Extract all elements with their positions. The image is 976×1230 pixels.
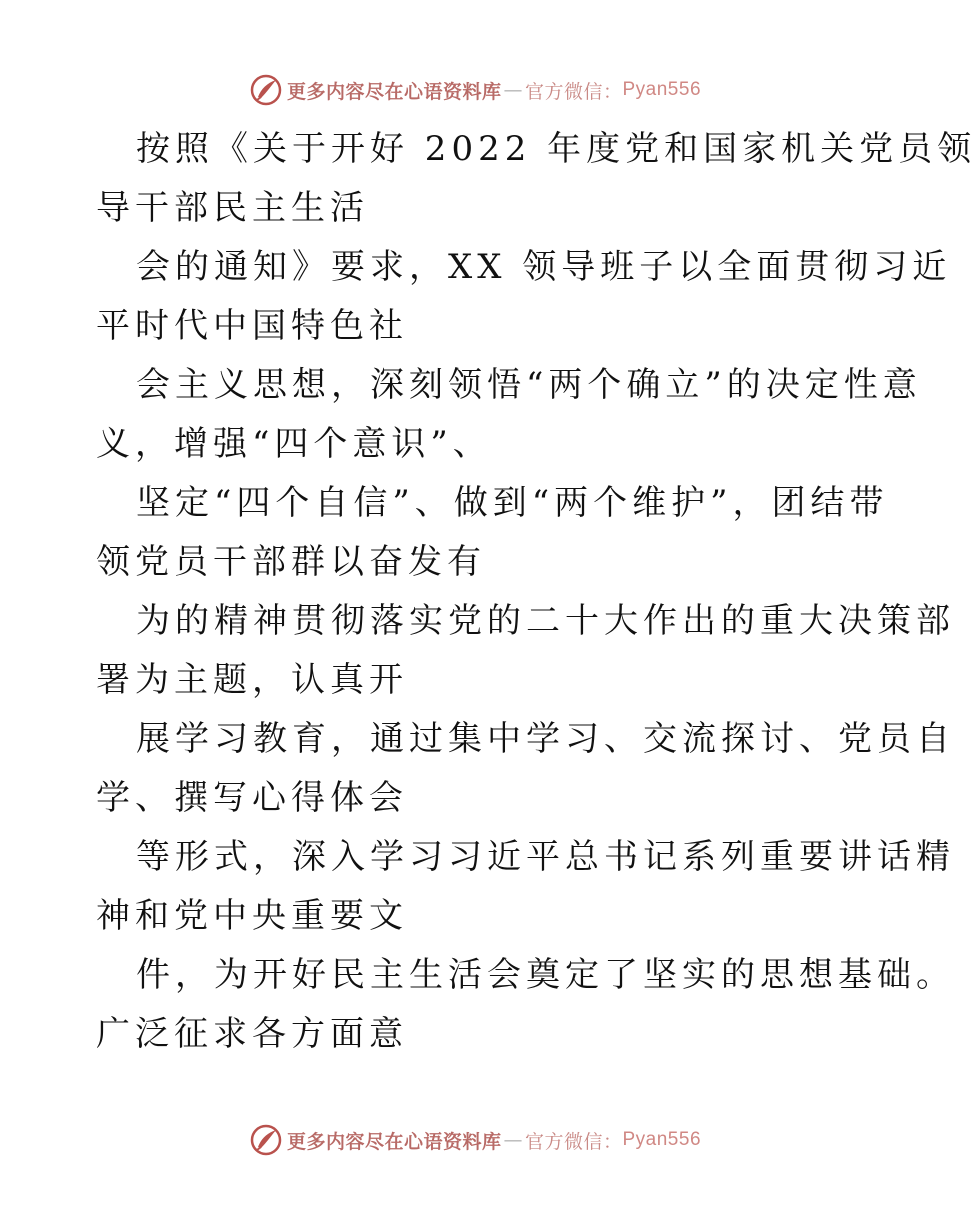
text-line: 义，增强“四个意识”、 bbox=[96, 424, 492, 464]
watermark-wechat-id: Pyan556 bbox=[622, 79, 702, 100]
text-line: 平时代中国特色社 bbox=[96, 306, 408, 346]
pen-logo-icon bbox=[249, 73, 283, 107]
watermark-wechat-label: 官方微信： bbox=[524, 1130, 623, 1153]
text-line: 学、撰写心得体会 bbox=[96, 778, 408, 818]
watermark-dash: — bbox=[503, 1129, 523, 1151]
text-line: 导干部民主生活 bbox=[96, 188, 369, 228]
text-line: 神和党中央重要文 bbox=[96, 896, 408, 936]
header-watermark bbox=[0, 70, 950, 110]
pen-logo-icon bbox=[249, 1123, 283, 1157]
text-line: 领党员干部群以奋发有 bbox=[96, 542, 486, 582]
watermark-text: 更多内容尽在心语资料库 bbox=[286, 80, 502, 103]
document-body bbox=[96, 120, 976, 1064]
text-line: 展学习教育，通过集中学习、交流探讨、党员自 bbox=[136, 719, 955, 759]
text-line: 署为主题，认真开 bbox=[96, 660, 408, 700]
text-line: 按照《关于开好 2022 年度党和国家机关党员领 bbox=[136, 129, 976, 169]
text-line: 会主义思想，深刻领悟“两个确立”的决定性意 bbox=[136, 365, 922, 405]
footer-watermark bbox=[0, 1120, 950, 1160]
watermark-dash: — bbox=[503, 79, 523, 101]
text-line: 会的通知》要求，XX 领导班子以全面贯彻习近 bbox=[136, 247, 952, 287]
text-line: 为的精神贯彻落实党的二十大作出的重大决策部 bbox=[136, 601, 955, 641]
text-line: 广泛征求各方面意 bbox=[96, 1014, 408, 1054]
text-line: 等形式，深入学习习近平总书记系列重要讲话精 bbox=[136, 837, 955, 877]
text-line: 件，为开好民主生活会奠定了坚实的思想基础。 bbox=[136, 955, 955, 995]
watermark-wechat-label: 官方微信： bbox=[524, 80, 623, 103]
text-line: 坚定“四个自信”、做到“两个维护”，团结带 bbox=[136, 483, 889, 523]
watermark-wechat-id: Pyan556 bbox=[622, 1129, 702, 1150]
watermark-text: 更多内容尽在心语资料库 bbox=[286, 1130, 502, 1153]
